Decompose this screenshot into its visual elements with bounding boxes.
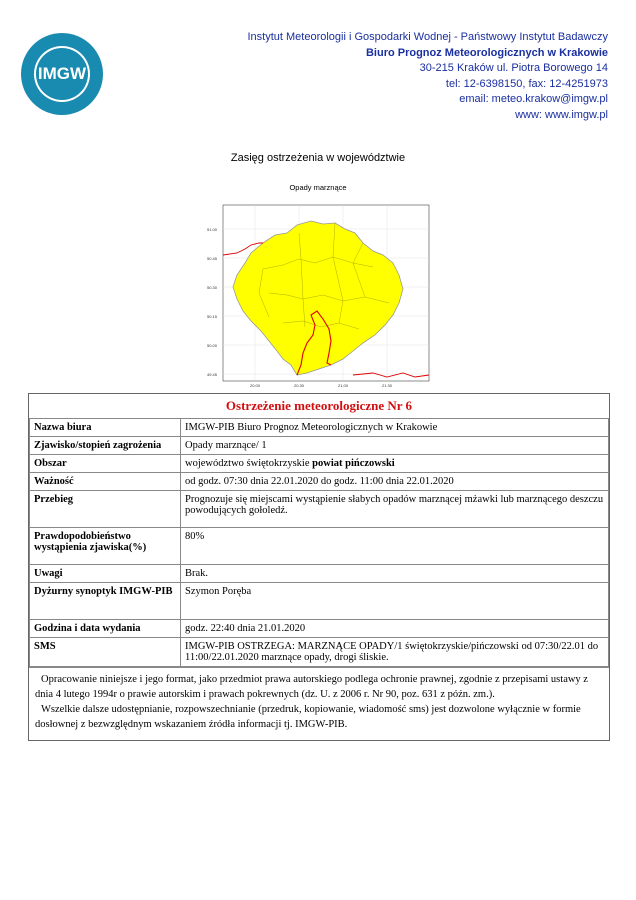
website: www: www.imgw.pl (515, 108, 608, 121)
y-tick: 50.00 (207, 343, 218, 348)
row-value: Opady marznące/ 1 (181, 437, 609, 455)
area-region: województwo świętokrzyskie (185, 458, 310, 469)
x-tick: 20.00 (249, 383, 261, 388)
section-title: Zasięg ostrzeżenia w województwie (230, 152, 406, 164)
row-value: 80% (181, 528, 609, 565)
imgw-logo (20, 32, 104, 116)
table-row (30, 491, 609, 528)
map-title: Opady marznące (289, 183, 347, 192)
warning-details (29, 418, 609, 667)
row-label: Prawdopodobieństwo wystąpienia zjawiska(%) (30, 528, 181, 565)
table-row (30, 638, 609, 667)
y-tick: 50.15 (207, 314, 218, 319)
x-tick: 21.30 (381, 383, 393, 388)
y-tick: 50.30 (207, 285, 218, 290)
copyright-notice (29, 667, 609, 740)
copyright-text: Opracowanie niniejsze i jego format, jako przedmiot prawa autorskiego podlega ochronie prawnej, zgodnie z przepisami ustawy z dnia 4 lutego 1994r o prawie autorskim i prawach pokrewnych (dz. U. z 2006 r. Nr 90, poz. 631 z późn. zm.). (35, 674, 588, 700)
row-label: Ważność (30, 473, 181, 491)
x-tick: 20.30 (293, 383, 305, 388)
row-value: godz. 22:40 dnia 21.01.2020 (181, 620, 609, 638)
row-value: Prognozuje się miejscami wystąpienie słabych opadów marznącej mżawki lub marznącego deszczu powodujących gołoledź. (181, 491, 609, 528)
row-value: od godz. 07:30 dnia 22.01.2020 do godz. 11:00 dnia 22.01.2020 (181, 473, 609, 491)
row-label: Dyżurny synoptyk IMGW-PIB (30, 583, 181, 620)
row-label: Nazwa biura (30, 419, 181, 437)
table-row (30, 583, 609, 620)
y-tick: 49.45 (207, 372, 218, 377)
phone-fax: tel: 12-6398150, fax: 12-4251973 (445, 77, 608, 90)
row-value: IMGW-PIB OSTRZEGA: MARZNĄCE OPADY/1 świętokrzyskie/pińczowski od 07:30/22.01 do 11:00/22.01.2020 marznące opady, drogi śliskie. (181, 638, 609, 667)
x-tick: 21.00 (337, 383, 349, 388)
warning-table (28, 393, 610, 741)
row-label: Zjawisko/stopień zagrożenia (30, 437, 181, 455)
office-name: Biuro Prognoz Meteorologicznych w Krakowie (365, 46, 608, 59)
table-row (30, 620, 609, 638)
row-label: SMS (30, 638, 181, 667)
address: 30-215 Kraków ul. Piotra Borowego 14 (419, 62, 608, 74)
institute-header (247, 30, 608, 123)
row-label: Obszar (30, 455, 181, 473)
row-value: Szymon Poręba (181, 583, 609, 620)
email: email: meteo.krakow@imgw.pl (459, 93, 608, 105)
row-value (181, 455, 609, 473)
warning-title: Ostrzeżenie meteorologiczne Nr 6 (225, 398, 413, 413)
redistribution-text: Wszelkie dalsze udostępnianie, rozpowszechnianie (przedruk, kopiowanie, wiadomość sms) jest dozwolone wyłącznie w formie dosłownej z bezwzględnym wskazaniem źródła informacji tj. IMGW-PIB. (35, 704, 581, 730)
table-row (30, 528, 609, 565)
y-tick: 50.45 (207, 256, 218, 261)
row-value: IMGW-PIB Biuro Prognoz Meteorologicznych w Krakowie (181, 419, 609, 437)
logo-text: IMGW (37, 64, 87, 83)
row-label: Uwagi (30, 565, 181, 583)
institute-name: Instytut Meteorologii i Gospodarki Wodnej - Państwowy Instytut Badawczy (247, 31, 608, 43)
area-county: powiat pińczowski (312, 458, 395, 469)
table-row (30, 455, 609, 473)
table-row (30, 419, 609, 437)
warning-map (203, 197, 433, 393)
row-label: Godzina i data wydania (30, 620, 181, 638)
table-row (30, 565, 609, 583)
y-tick: 51.00 (207, 227, 218, 232)
row-value: Brak. (181, 565, 609, 583)
row-label: Przebieg (30, 491, 181, 528)
table-row (30, 473, 609, 491)
table-row (30, 437, 609, 455)
